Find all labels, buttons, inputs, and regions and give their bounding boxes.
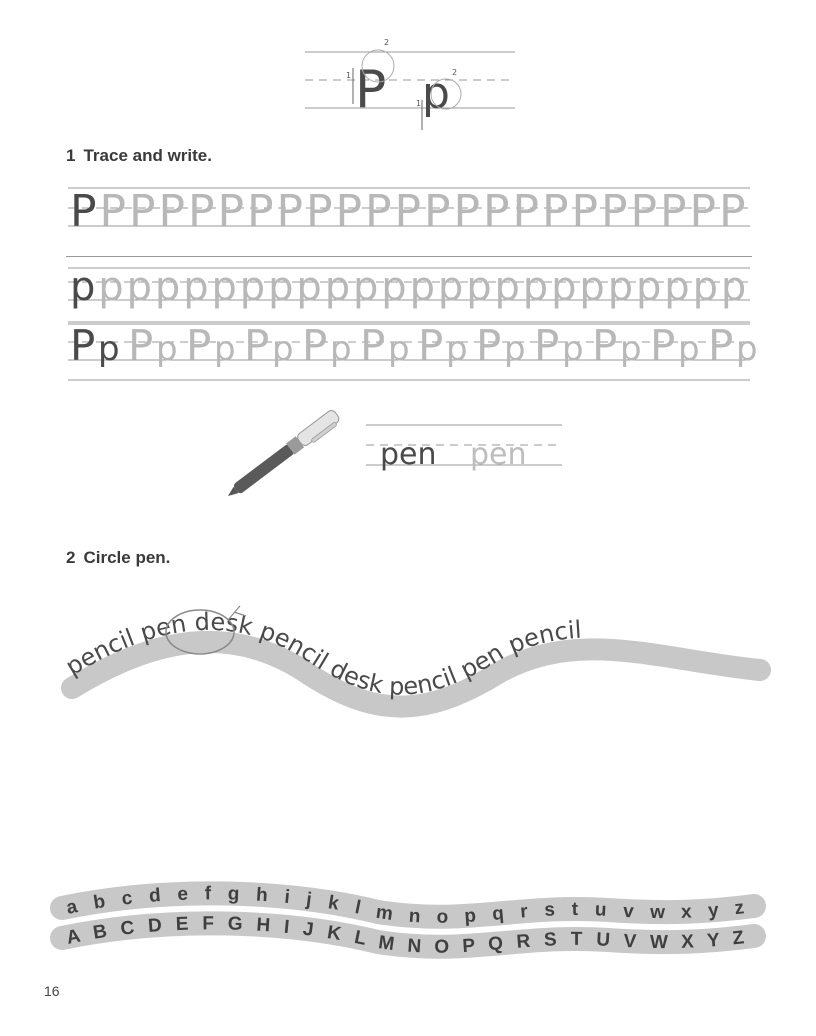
trace-row-upper[interactable] bbox=[62, 178, 754, 244]
trace-letter[interactable]: P bbox=[542, 186, 569, 237]
trace-letter[interactable]: p bbox=[579, 264, 605, 310]
exercise-2-heading bbox=[66, 548, 170, 568]
trace-letter[interactable]: P bbox=[158, 186, 186, 237]
exercise-2-number: 2 bbox=[66, 548, 76, 567]
trace-letter[interactable]: p bbox=[211, 264, 237, 310]
trace-letter[interactable]: P bbox=[689, 186, 717, 237]
wave-words-text[interactable]: pencil pen desk pencil desk pencil pen pencil bbox=[60, 607, 583, 701]
trace-row-pairs-graphic bbox=[62, 318, 758, 384]
trace-letter-upper[interactable]: P bbox=[708, 321, 734, 370]
trace-letter[interactable]: P bbox=[512, 186, 540, 237]
trace-letter[interactable]: P bbox=[276, 186, 304, 237]
trace-letter[interactable]: P bbox=[129, 186, 156, 237]
exercise-1-number: 1 bbox=[66, 146, 76, 165]
trace-letter[interactable]: P bbox=[217, 186, 245, 237]
trace-letter-upper[interactable]: P bbox=[650, 321, 676, 370]
trace-letter-lower[interactable]: p bbox=[504, 329, 526, 369]
trace-letter-lower[interactable]: p bbox=[562, 329, 584, 369]
trace-row-lower-graphic bbox=[62, 264, 754, 326]
word-wave-graphic bbox=[60, 600, 770, 740]
trace-letter[interactable]: P bbox=[247, 186, 274, 237]
trace-letter[interactable]: p bbox=[324, 264, 351, 310]
svg-text:2: 2 bbox=[384, 38, 390, 47]
header-lower-letter: p bbox=[422, 68, 450, 119]
trace-letter[interactable]: p bbox=[522, 264, 549, 310]
page-number: 16 bbox=[44, 983, 60, 999]
svg-text:1: 1 bbox=[346, 71, 352, 80]
example-letter: P bbox=[70, 186, 97, 237]
trace-letter[interactable]: P bbox=[660, 186, 687, 237]
trace-letter[interactable]: p bbox=[239, 264, 266, 310]
trace-letter[interactable]: P bbox=[188, 186, 215, 237]
trace-letter[interactable]: P bbox=[365, 186, 392, 237]
trace-letter-lower[interactable]: p bbox=[620, 329, 642, 369]
trace-letter[interactable]: P bbox=[394, 186, 422, 237]
trace-letter[interactable]: P bbox=[483, 186, 510, 237]
trace-letter[interactable]: p bbox=[692, 264, 718, 310]
trace-letter-upper[interactable]: P bbox=[476, 321, 502, 370]
trace-letter-lower[interactable]: p bbox=[272, 329, 294, 369]
pen-illustration bbox=[222, 400, 362, 504]
trace-letter[interactable]: p bbox=[381, 264, 407, 310]
trace-letter[interactable]: P bbox=[601, 186, 628, 237]
trace-letter[interactable]: p bbox=[268, 264, 294, 310]
example-letter-lower: p bbox=[98, 329, 120, 369]
word-wave[interactable] bbox=[60, 600, 770, 740]
svg-text:1: 1 bbox=[416, 99, 422, 108]
trace-letter[interactable]: P bbox=[99, 186, 127, 237]
word-writing-area[interactable] bbox=[366, 420, 566, 488]
trace-letter-upper[interactable]: P bbox=[186, 321, 212, 370]
trace-letter-upper[interactable]: P bbox=[592, 321, 618, 370]
alphabet-graphic bbox=[48, 872, 770, 972]
alphabet-uppercase: A B C D E F G H I J K L M N O P Q R S T U V W X Y Z bbox=[64, 913, 746, 958]
trace-letter[interactable]: p bbox=[154, 264, 181, 310]
trace-letter-lower[interactable]: p bbox=[156, 329, 178, 369]
trace-letter[interactable]: P bbox=[335, 186, 363, 237]
pen-icon bbox=[222, 400, 362, 504]
trace-letter[interactable]: P bbox=[719, 186, 746, 237]
letter-header bbox=[300, 30, 520, 145]
trace-letter[interactable]: p bbox=[353, 264, 379, 310]
trace-letter[interactable]: p bbox=[720, 264, 747, 310]
trace-letter[interactable]: p bbox=[183, 264, 209, 310]
trace-letter[interactable]: P bbox=[306, 186, 333, 237]
word-example: pen bbox=[380, 437, 437, 472]
trace-letter-upper[interactable]: P bbox=[360, 321, 386, 370]
trace-letter-upper[interactable]: P bbox=[534, 321, 560, 370]
trace-letter[interactable]: p bbox=[636, 264, 662, 310]
trace-letter-lower[interactable]: p bbox=[214, 329, 236, 369]
trace-letter-upper[interactable]: P bbox=[128, 321, 154, 370]
exercise-1-heading bbox=[66, 146, 212, 166]
trace-letter[interactable]: P bbox=[630, 186, 658, 237]
trace-letter[interactable]: p bbox=[551, 264, 577, 310]
trace-row-lower[interactable] bbox=[62, 264, 754, 326]
example-letter: p bbox=[70, 264, 96, 310]
alphabet-lowercase: a b c d e f g h i j k l m n o p q r s t u v w x y z bbox=[64, 883, 746, 928]
exercise-1-instruction: Trace and write. bbox=[83, 146, 212, 165]
trace-letter[interactable]: P bbox=[453, 186, 481, 237]
trace-letter-lower[interactable]: p bbox=[446, 329, 468, 369]
exercise-2-instruction: Circle pen. bbox=[83, 548, 171, 567]
trace-row-upper-graphic bbox=[62, 178, 754, 244]
trace-letter-lower[interactable]: p bbox=[388, 329, 410, 369]
letter-header-graphic bbox=[300, 30, 520, 145]
trace-letter[interactable]: p bbox=[409, 264, 435, 310]
header-upper-letter: P bbox=[355, 60, 387, 120]
trace-letter-lower[interactable]: p bbox=[330, 329, 352, 369]
trace-letter-upper[interactable]: P bbox=[302, 321, 328, 370]
trace-letter-lower[interactable]: p bbox=[678, 329, 700, 369]
word-trace: pen bbox=[470, 437, 527, 472]
trace-letter-upper[interactable]: P bbox=[244, 321, 270, 370]
trace-row-pairs[interactable] bbox=[62, 318, 758, 384]
trace-letter[interactable]: p bbox=[664, 264, 690, 310]
trace-letter-upper[interactable]: P bbox=[418, 321, 444, 370]
trace-letter[interactable]: P bbox=[571, 186, 599, 237]
trace-letter[interactable]: p bbox=[607, 264, 634, 310]
trace-letter-lower[interactable]: p bbox=[736, 329, 758, 369]
svg-text:2: 2 bbox=[452, 68, 458, 77]
trace-letter[interactable]: P bbox=[424, 186, 451, 237]
trace-letter[interactable]: p bbox=[466, 264, 492, 310]
alphabet-strip bbox=[48, 872, 770, 972]
example-letter-upper: P bbox=[70, 321, 96, 370]
trace-letter[interactable]: p bbox=[494, 264, 520, 310]
word-writing-graphic bbox=[366, 420, 566, 488]
trace-letter[interactable]: p bbox=[98, 264, 124, 310]
trace-letter[interactable]: p bbox=[296, 264, 322, 310]
trace-letter[interactable]: p bbox=[437, 264, 464, 310]
row-divider bbox=[66, 256, 752, 257]
trace-letter[interactable]: p bbox=[126, 264, 152, 310]
